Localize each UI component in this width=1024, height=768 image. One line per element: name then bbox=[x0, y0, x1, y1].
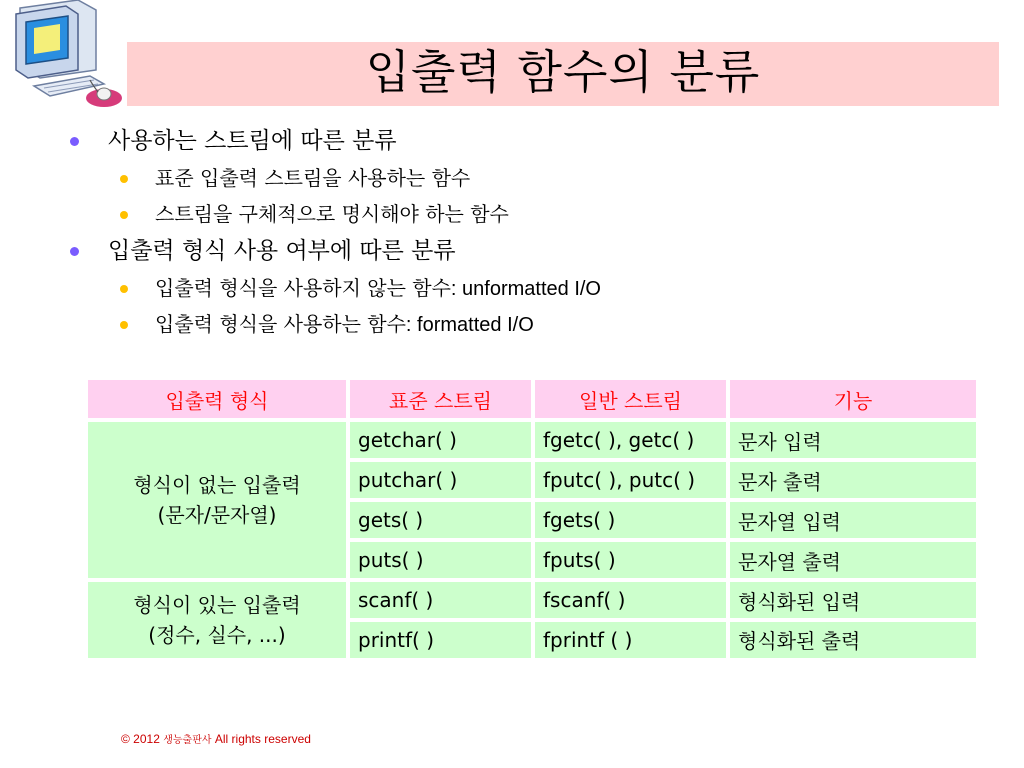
bullet-text: 사용하는 스트림에 따른 분류 bbox=[108, 128, 397, 154]
bullet-list bbox=[70, 122, 970, 342]
cell-function: 문자 입력 bbox=[730, 422, 976, 458]
circle-bullet-icon bbox=[70, 247, 79, 256]
slide-title: 입출력 함수의 분류 bbox=[365, 45, 761, 99]
sub-bullet-suffix: : formatted I/O bbox=[405, 314, 534, 336]
bullet-item bbox=[70, 122, 970, 160]
cell-standard: gets( ) bbox=[350, 502, 531, 538]
cell-function: 형식화된 출력 bbox=[730, 622, 976, 658]
sub-bullet-text: 스트림을 구체적으로 명시해야 하는 함수 bbox=[155, 202, 509, 226]
cell-general: fgets( ) bbox=[535, 502, 726, 538]
group-sublabel: (정수, 실수, ...) bbox=[148, 623, 286, 647]
cell-standard: printf( ) bbox=[350, 622, 531, 658]
sub-bullet-item bbox=[70, 196, 970, 232]
cell-function: 형식화된 입력 bbox=[730, 582, 976, 618]
io-function-table bbox=[84, 376, 980, 662]
group-label: 형식이 있는 입출력 bbox=[133, 593, 301, 617]
cell-general: fgetc( ), getc( ) bbox=[535, 422, 726, 458]
copyright-text: © 2012 bbox=[121, 732, 160, 746]
sub-bullet-item bbox=[70, 306, 970, 342]
cell-general: fputc( ), putc( ) bbox=[535, 462, 726, 498]
rights-text: All rights reserved bbox=[214, 732, 311, 746]
group-label: 형식이 없는 입출력 bbox=[133, 473, 301, 498]
cell-general: fprintf ( ) bbox=[535, 622, 726, 658]
cell-general: fscanf( ) bbox=[535, 582, 726, 618]
circle-bullet-icon bbox=[120, 211, 128, 219]
sub-bullet-suffix: : unformatted I/O bbox=[450, 278, 601, 300]
cell-general: fputs( ) bbox=[535, 542, 726, 578]
circle-bullet-icon bbox=[70, 137, 79, 146]
table-header-row bbox=[88, 380, 976, 418]
computer-icon bbox=[0, 0, 128, 112]
bullet-item bbox=[70, 232, 970, 270]
sub-bullet-text: 표준 입출력 스트림을 사용하는 함수 bbox=[155, 166, 471, 190]
footer bbox=[121, 731, 311, 746]
group-unformatted bbox=[88, 422, 346, 578]
header-standard-stream: 표준 스트림 bbox=[350, 380, 531, 418]
cell-standard: scanf( ) bbox=[350, 582, 531, 618]
header-function: 기능 bbox=[730, 380, 976, 418]
cell-function: 문자열 출력 bbox=[730, 542, 976, 578]
circle-bullet-icon bbox=[120, 285, 128, 293]
group-formatted bbox=[88, 582, 346, 658]
table-row bbox=[88, 582, 976, 618]
table-row bbox=[88, 422, 976, 458]
cell-function: 문자 출력 bbox=[730, 462, 976, 498]
group-sublabel: (문자/문자열) bbox=[157, 503, 277, 528]
sub-bullet-item bbox=[70, 160, 970, 196]
cell-standard: putchar( ) bbox=[350, 462, 531, 498]
sub-bullet-text: 입출력 형식을 사용하지 않는 함수 bbox=[155, 276, 451, 300]
sub-bullet-item bbox=[70, 270, 970, 306]
circle-bullet-icon bbox=[120, 321, 128, 329]
bullet-text: 입출력 형식 사용 여부에 따른 분류 bbox=[108, 238, 456, 264]
sub-bullet-text: 입출력 형식을 사용하는 함수 bbox=[155, 312, 406, 336]
cell-standard: puts( ) bbox=[350, 542, 531, 578]
header-general-stream: 일반 스트림 bbox=[535, 380, 726, 418]
company-name: 생능출판사 bbox=[163, 735, 212, 746]
circle-bullet-icon bbox=[120, 175, 128, 183]
cell-function: 문자열 입력 bbox=[730, 502, 976, 538]
cell-standard: getchar( ) bbox=[350, 422, 531, 458]
header-format: 입출력 형식 bbox=[88, 380, 346, 418]
